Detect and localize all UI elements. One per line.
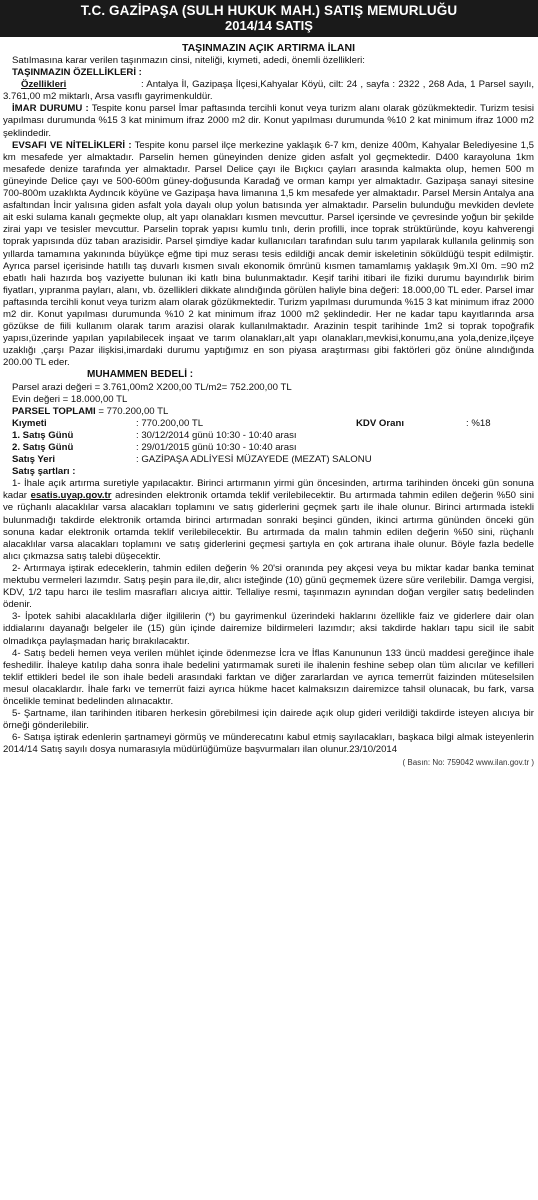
kdv-label: KDV Oranı <box>356 417 404 429</box>
satis1-label: 1. Satış Günü <box>12 429 74 441</box>
imar-label: İMAR DURUMU : <box>12 103 89 115</box>
kiymeti-row <box>3 418 534 430</box>
parsel-arazi-value: Parsel arazi değeri = 3.761,00m2 X200,00 TL/m2= 752.200,00 TL <box>12 381 292 393</box>
imar-text: Tespite konu parsel İmar paftasında tercihli konut veya turizm alanı olarak gözükmektedir. Turizm tesisi yapılması durumunda %15 3 kat minimum ifraz 2000 m2 dir. Konut yapılması durumunda %10 2 kat minimum ifraz 1000 m2 şeklindedir. <box>3 103 534 139</box>
kiymeti-label: Kıymeti <box>12 417 47 429</box>
evin-degeri-value: Evin değeri = 18.000,00 TL <box>12 393 128 405</box>
satis2-row <box>3 442 534 454</box>
condition-1 <box>3 478 534 563</box>
ozellikleri-label: Özellikleri <box>21 79 67 91</box>
evsaf-paragraph <box>3 140 534 370</box>
office-title: T.C. GAZİPAŞA (SULH HUKUK MAH.) SATIŞ MEMURLUĞU <box>80 3 458 18</box>
intro-text: Satılmasına karar verilen taşınmazın cinsi, niteliği, kıymeti, adedi, önemli özellikleri: <box>12 55 365 66</box>
satis-yeri-row <box>3 454 534 466</box>
parsel-toplami-value: = 770.200,00 TL <box>98 405 169 417</box>
condition-1-part-a: 1- İhale açık artırma suretiyle yapılacaktır. Birinci artırmanın yirmi gün öncesinden, artırma tarihinden önceki gün sonuna kadar <box>3 478 534 502</box>
satis-yeri-label: Satış Yeri <box>12 454 56 466</box>
parsel-toplami-label: PARSEL TOPLAMI <box>12 405 96 417</box>
notice-body <box>0 37 538 770</box>
kdv-value: : %18 <box>466 417 491 429</box>
ozellikleri-paragraph <box>3 79 534 103</box>
evsaf-text: Tespite konu parsel ilçe merkezine yaklaşık 6-7 km, denize 400m, Kahyalar Belediyesine 1,5 km mesafede yer almaktadır. Parselin hemen güneyinden denize giden asfalt yol geçmektedir. D400 karayoluna 1km mesafede denize tarafında yer almaktadır. Parsel Delice çayı ile Bıçkıcı çayları arasında kalmakta olup, hemen 500 m güneyinde Delice çayı ve 500-600m güney-doğusunda Karadağ ve orman kampı yer almaktadır. Gazipaşa sanayi sitesine 700-800m uzaklıkta Aydıncık köyüne ve Gazipaşa hava limanına 1,5 km mesafede yer almaktadır. Parsel Mersin Antalya ana asfaltından İncir yalısına giden asfalt yola dayalı olup yolun batısında yer almaktadır. Parselin bulunduğu mevkiden devlete ait eski sulama kanalı geçmekte olup, alt yapı olanakları kısmen mevcuttur. Parsel içersinde ve çevresinde yoğun bir şekilde zirai yapı ve tesisler mevcuttur. Parselin toprak yapısı kumlu tınlı, derin profilli, ince toprak strüktüründe, koyu kahverengi toprak yapısında düz taban arazisidir. Parsel şimdiye kadar kullanıcıları tarafından sulu tarım yapılarak kullanıla gelinmiş son yıllarda tamamına yakınında büyükçe eğme tipi muz serası tesis edildiği ancak demir iskeletinin söküldüğü tespit edilmiştir. Ayrıca parsel içerisinde hatıllı taş duvarlı kısmen sıvalı ekonomik ömrünü kısmen tamamlamış yaklaşık 9m.Xl 0m. =90 m2 ebatlı hali hazırda boş vaziyette bulunan iki katlı bina bulunmaktadır. Keşif tarihi itibari ile fiziki durumu bayındırlık birim fiyatları, yıpranma payları, alanı, vb. özellikleri dikkate alındığında görülen haliyle bina değeri: 18.000,00 TL eder. Parsel imar paftasında tercihli konut veya turizm alam olarak gözükmektedir. Turizm yapılması durumunda %15 3 kat minimum ifraz 2000 m2 dir. Konut yapılması durumunda %10 2 kat minimum ifraz 1000 m2 şeklindedir. Her ne kadar tapu kayıtlarında arsa gözükse de fiili kullanım olarak tarım arazisi olarak kullanılmaktadır. Arazinin tespit tarihinde 1m2 si toprak topoğrafik yapısı,üzerinde yapılan yapılabilecek inşaat ve tarım olanakları,alt yapı olanakları,mevkisi,konumu,ana yola,denize,ilçeye uzaklığı ,çarşı Pazar ilişkisi,imardaki durumu yaptığımız en son piyasa araştırması gibi faktörleri göz önüne alındığında 200.00 TL eder. <box>3 139 534 369</box>
condition-6: 6- Satışa iştirak edenlerin şartnameyi görmüş ve münderecatını kabul etmiş sayılacakları, başkaca bilgi almak isteyenlerin 2014/14 Satış sayılı dosya numarasıyla müdürlüğümüze başvurmaları ilan olunur.23/10/2014 <box>3 732 534 756</box>
footer-reference: ( Basın: No: 759042 www.ilan.gov.tr ) <box>402 758 534 768</box>
ozellikleri-text: : Antalya İl, Gazipaşa İlçesi,Kahyalar Köyü, cilt: 24 , sayfa : 2322 , 268 Ada, 1 Parsel sayılı, 3.761,00 m2 miktarlı, Arsa vasıflı gayrimenkuldür. <box>3 79 534 103</box>
kiymeti-value: : 770.200,00 TL <box>136 417 204 429</box>
condition-3: 3- İpotek sahibi alacaklılarla diğer ilgililerin (*) bu gayrimenkul üzerindeki haklarını özellikle faiz ve giderlere dair olan iddialarını dayanağı belgeler ile (15) gün içinde dairemize bildirmeleri lazımdır; aksi takdirde hakları tapu sicil ile sabit olmadıkça paylaşmadan hariç bırakılacaktır. <box>3 611 534 647</box>
muhammen-heading: MUHAMMEN BEDELİ : <box>87 369 194 381</box>
condition-2: 2- Artırmaya iştirak edeceklerin, tahmin edilen değerin % 20'si oranında pey akçesi veya bu miktar kadar banka teminat mektubu vermeleri lazımdır. Satış peşin para ile,dir, alıcı isteğinde (10) günü geçmemek üzere süre verilebilir. Damga vergisi, KDV, 1/2 tapu harcı ile teslim masrafları alıcıya aittir. Tellaliye resmi, taşınmazın aynından doğan vergiler satış bedelinden ödenir. <box>3 562 534 611</box>
condition-5: 5- Şartname, ilan tarihinden itibaren herkesin görebilmesi için dairede açık olup gideri verildiği takdirde isteyen alıcıya bir örneği gönderilebilir. <box>3 708 534 732</box>
condition-4: 4- Satış bedeli hemen veya verilen mühlet içinde ödenmezse İcra ve İflas Kanununun 133 üncü maddesi gereğince ihale feshedilir. İhaleye katılıp daha sonra ihale bedelini yatırmamak sureti ile ihalenin feshine sebep olan tüm alıcılar ve kefilleri teklif ettikleri bedel ile son ihale bedeli arasındaki farktan ve diğer zararlardan ve ayrıca temerrüt faizinden müteselsilen mesul olacaklardır. İhale farkı ve temerrüt faizi ayrıca hükme hacet kalmaksızın dairemizce tahsil olunacak, bu fark, varsa öncelikle teminat bedelinden alınacaktır. <box>3 647 534 707</box>
imar-paragraph <box>3 103 534 139</box>
notice-header <box>0 0 538 37</box>
condition-1-part-b: adresinden elektronik ortamda teklif verilebilecektir. Bu artırmada tahmin edilen değerin %50 sini ve rüçhanlı alacaklılar varsa alacakları toplamını ve satış giderlerini geçmek şartı ile ihale olunur. Birinci artırmada istekli bulunmadığı takdirde elektronik ortamda birinci artırmadan sonraki beşinci günden, ikinci artırma gününden önceki gün sonuna kadar elektronik ortamda teklif verilebilecektir. Bu artırmada da malın tahmin edilen değerin %50 sini, rüçhanlı alacaklılar varsa alacakları toplamını ve satış giderlerini geçmesi şartıyla en çok artırana ihale olunur. Böyle fazla bedelle alıcı çıkmazsa satış talebi düşecektir. <box>3 490 534 562</box>
notice-title: TAŞINMAZIN AÇIK ARTIRMA İLANI <box>181 42 356 54</box>
esatis-link[interactable]: esatis.uyap.gov.tr <box>30 490 112 502</box>
satis-yeri-value: : GAZİPAŞA ADLİYESİ MÜZAYEDE (MEZAT) SALONU <box>136 454 372 466</box>
satis1-row <box>3 430 534 442</box>
satis2-value: : 29/01/2015 günü 10:30 - 10:40 arası <box>136 442 297 453</box>
case-number: 2014/14 SATIŞ <box>225 18 313 33</box>
satis1-value: : 30/12/2014 günü 10:30 - 10:40 arası <box>136 429 297 441</box>
features-heading: TAŞINMAZIN ÖZELLİKLERİ : <box>12 67 142 79</box>
evsaf-label: EVSAFI VE NİTELİKLERİ : <box>12 139 132 151</box>
satis2-label: 2. Satış Günü <box>12 442 74 453</box>
parsel-toplami <box>3 406 534 418</box>
conditions-heading: Satış şartları : <box>12 466 76 478</box>
